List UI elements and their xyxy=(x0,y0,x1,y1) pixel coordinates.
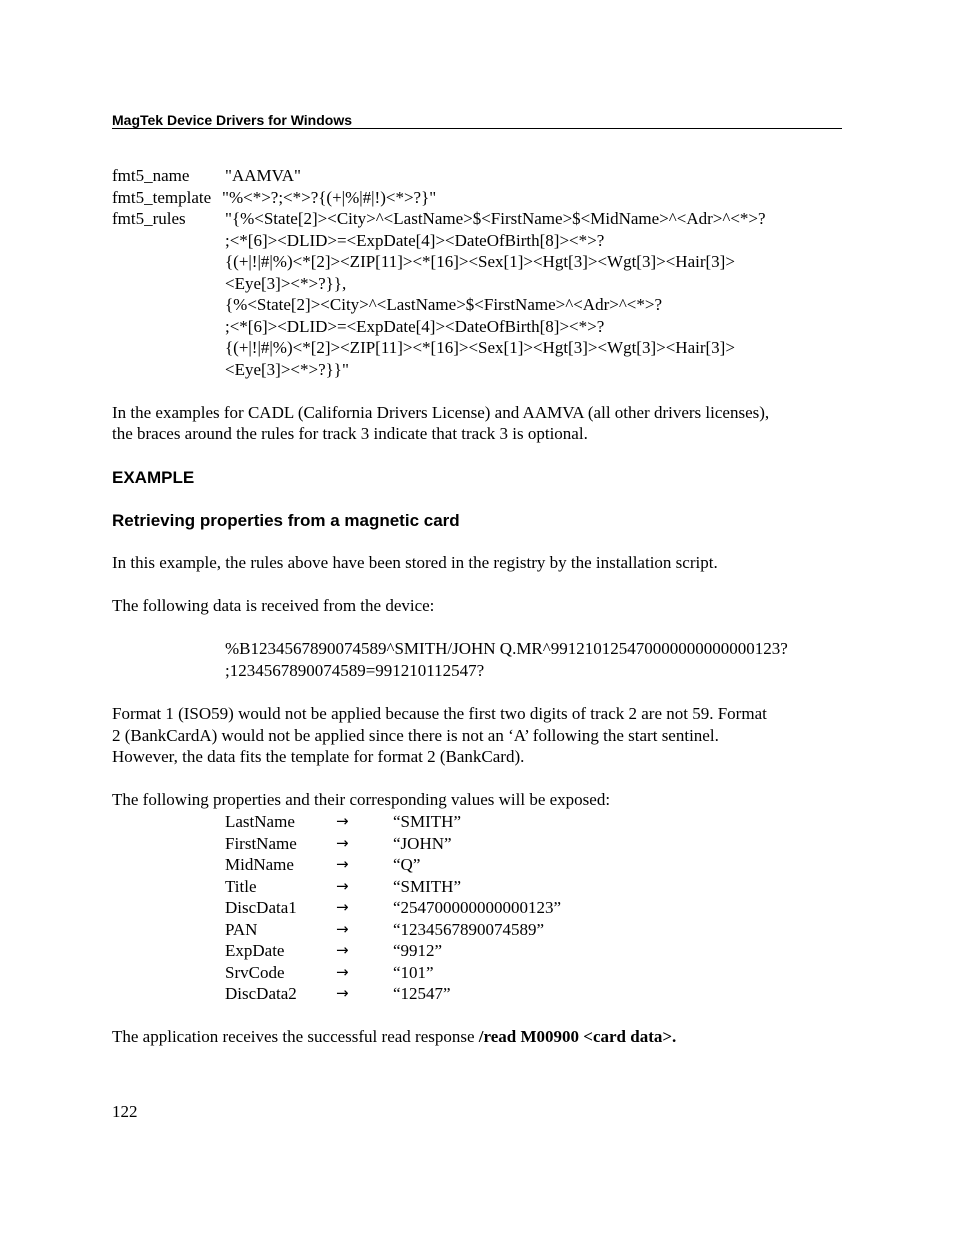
property-name: ExpDate xyxy=(225,941,285,960)
final-paragraph xyxy=(112,1026,676,1048)
property-value: “1234567890074589” xyxy=(393,919,545,939)
arrow-icon: → xyxy=(336,919,349,938)
fmt5-rules-line: ;<*[6]><DLID>=<ExpDate[4]><DateOfBirth[8]><*>? xyxy=(225,231,605,250)
paragraph-line: The following properties and their corresponding values will be exposed: xyxy=(112,790,611,809)
fmt5-rules-line: {(+|!|#|%)<*[2]><ZIP[11]><*[16]><Sex[1]><Hgt[3]><Wgt[3]><Hair[3]> xyxy=(225,252,735,271)
property-name: MidName xyxy=(225,855,294,874)
fmt5-name-key: fmt5_name xyxy=(112,166,190,185)
property-value: “254700000000000123” xyxy=(393,898,562,917)
property-name: FirstName xyxy=(225,833,297,853)
arrow-icon: → xyxy=(336,876,349,895)
fmt5-rules-key: fmt5_rules xyxy=(112,209,186,228)
section-heading: EXAMPLE xyxy=(112,468,195,487)
property-name: PAN xyxy=(225,919,258,939)
header-rule xyxy=(112,128,842,129)
property-value: “9912” xyxy=(393,941,443,960)
fmt5-rules-line: <Eye[3]><*>?}}, xyxy=(225,274,347,293)
fmt5-rules-line: <Eye[3]><*>?}}" xyxy=(225,360,349,379)
arrow-icon: → xyxy=(336,833,349,852)
arrow-icon: → xyxy=(336,812,349,830)
property-name: SrvCode xyxy=(225,962,285,982)
running-header: MagTek Device Drivers for Windows xyxy=(112,112,353,128)
arrow-icon: → xyxy=(336,855,349,873)
arrow-icon: → xyxy=(336,941,349,959)
paragraph-line: the braces around the rules for track 3 indicate that track 3 is optional. xyxy=(112,424,588,443)
property-value: “12547” xyxy=(393,984,451,1003)
card-data-line: ;1234567890074589=991210112547? xyxy=(225,661,485,680)
property-value: “JOHN” xyxy=(393,833,452,853)
fmt5-template-key: fmt5_template xyxy=(112,188,212,207)
property-name: DiscData1 xyxy=(225,898,297,917)
property-name: LastName xyxy=(225,812,295,831)
paragraph-line: 2 (BankCardA) would not be applied since there is not an ‘A’ following the start sentinel. xyxy=(112,726,719,745)
final-text: The application receives the successful read response xyxy=(112,1027,479,1046)
property-value: “101” xyxy=(393,962,434,982)
property-value: “SMITH” xyxy=(393,812,461,831)
paragraph-line: In the examples for CADL (California Drivers License) and AAMVA (all other drivers licenses), xyxy=(112,403,770,422)
paragraph-line: In this example, the rules above have been stored in the registry by the installation script. xyxy=(112,553,718,572)
property-name: Title xyxy=(225,876,257,896)
page-number: 122 xyxy=(112,1102,138,1121)
fmt5-template-value: "%<*>?;<*>?{(+|%|#|!)<*>?}" xyxy=(222,188,437,207)
paragraph-line: The following data is received from the device: xyxy=(112,596,435,615)
arrow-icon: → xyxy=(336,984,349,1002)
property-value: “SMITH” xyxy=(393,876,461,896)
read-response-command: /read M00900 <card data>. xyxy=(478,1027,677,1046)
fmt5-rules-line: {%<State[2]><City>^<LastName>$<FirstName>^<Adr>^<*>? xyxy=(225,295,663,314)
paragraph-line: Format 1 (ISO59) would not be applied because the first two digits of track 2 are not 59. Format xyxy=(112,704,767,723)
fmt5-name-value: "AAMVA" xyxy=(225,166,301,185)
property-name: DiscData2 xyxy=(225,984,297,1003)
property-value: “Q” xyxy=(393,855,421,874)
paragraph-line: However, the data fits the template for format 2 (BankCard). xyxy=(112,747,525,766)
arrow-icon: → xyxy=(336,898,349,916)
fmt5-rules-line: ;<*[6]><DLID>=<ExpDate[4]><DateOfBirth[8]><*>? xyxy=(225,317,605,336)
subsection-heading: Retrieving properties from a magnetic card xyxy=(112,511,460,530)
fmt5-rules-line: {(+|!|#|%)<*[2]><ZIP[11]><*[16]><Sex[1]><Hgt[3]><Wgt[3]><Hair[3]> xyxy=(225,338,735,357)
arrow-icon: → xyxy=(336,962,349,981)
card-data-line: %B1234567890074589^SMITH/JOHN Q.MR^991210125470000000000000123? xyxy=(225,639,788,658)
fmt5-rules-line: "{%<State[2]><City>^<LastName>$<FirstName>$<MidName>^<Adr>^<*>? xyxy=(225,209,766,228)
